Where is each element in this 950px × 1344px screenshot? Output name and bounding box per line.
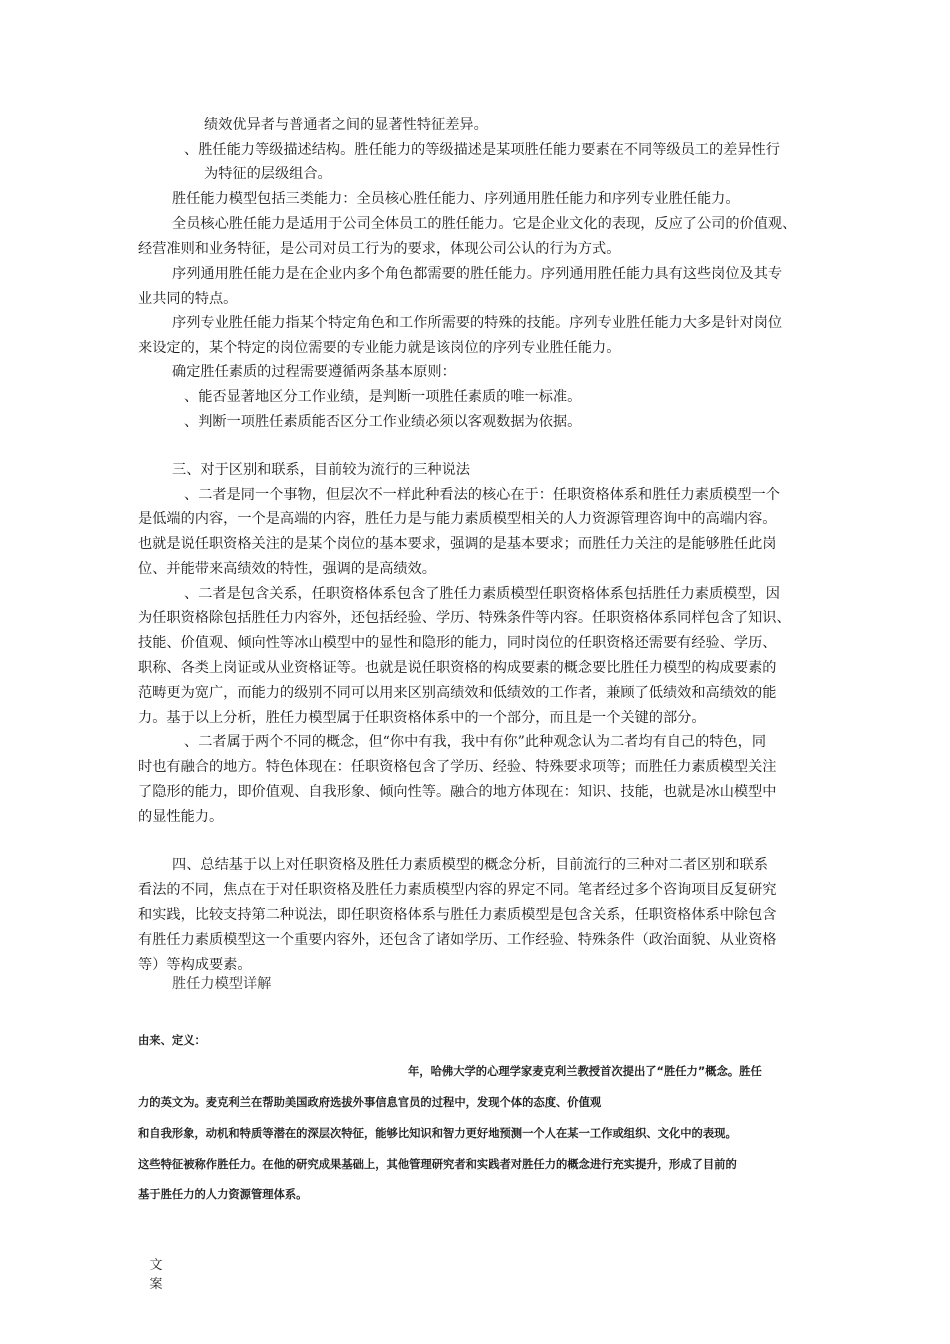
footer-label [148, 1256, 164, 1294]
body-line: 和实践，比较支持第二种说法，即任职资格体系与胜任力素质模型是包含关系，任职资格体系中除包含 [138, 907, 777, 923]
small-line: 年，哈佛大学的心理学家麦克利兰教授首次提出了“胜任力”概念。胜任 [408, 1065, 762, 1078]
body-line: 、胜任能力等级描述结构。胜任能力的等级描述是某项胜任能力要素在不同等级员工的差异性行 [184, 142, 780, 158]
body-line: 序列通用胜任能力是在企业内多个角色都需要的胜任能力。序列通用胜任能力具有这些岗位及其专 [172, 266, 783, 282]
footer-char: 案 [149, 1277, 163, 1292]
body-line: 等）等构成要素。 [138, 957, 252, 973]
body-line: 是低端的内容，一个是高端的内容，胜任力是与能力素质模型相关的人力资源管理咨询中的高端内容。 [138, 511, 777, 527]
body-line: 、二者是包含关系，任职资格体系包含了胜任力素质模型任职资格体系包括胜任力素质模型，因 [184, 586, 780, 602]
body-line: 、二者属于两个不同的概念，但“你中有我，我中有你”此种观念认为二者均有自己的特色，同 [184, 734, 767, 750]
body-line: 绩效优异者与普通者之间的显著性特征差异。 [204, 117, 488, 133]
body-line: 为特征的层级组合。 [204, 166, 332, 182]
body-line: 技能、价值观、倾向性等冰山模型中的显性和隐形的能力，同时岗位的任职资格还需要有经验、学历、 [138, 635, 777, 651]
body-line: 的显性能力。 [138, 809, 224, 825]
body-line: 位、并能带来高绩效的特性，强调的是高绩效。 [138, 561, 436, 577]
body-line: 确定胜任素质的过程需要遵循两条基本原则： [172, 364, 456, 380]
footer-char: 文 [149, 1258, 163, 1273]
body-line: 经营准则和业务特征，是公司对员工行为的要求，体现公司公认的行为方式。 [138, 241, 621, 257]
small-line: 基于胜任力的人力资源管理体系。 [138, 1188, 308, 1201]
small-line: 由来、定义： [138, 1034, 206, 1047]
body-line: 、二者是同一个事物，但层次不一样此种看法的核心在于：任职资格体系和胜任力素质模型一个 [184, 487, 780, 503]
section-heading: 三、对于区别和联系，目前较为流行的三种说法 [172, 462, 470, 478]
body-line: 来设定的，某个特定的岗位需要的专业能力就是该岗位的序列专业胜任能力。 [138, 340, 621, 356]
body-line: 为任职资格除包括胜任力内容外，还包括经验、学历、特殊条件等内容。任职资格体系同样包含了知识、 [138, 610, 791, 626]
body-line: 、能否显著地区分工作业绩，是判断一项胜任素质的唯一标准。 [184, 389, 582, 405]
section-heading: 四、总结基于以上对任职资格及胜任力素质模型的概念分析，目前流行的三种对二者区别和联系 [172, 857, 768, 873]
body-line: 业共同的特点。 [138, 291, 238, 307]
small-line: 和自我形象，动机和特质等潜在的深层次特征，能够比知识和智力更好地预测一个人在某一工作或组织、文化中的表现。 [138, 1127, 737, 1140]
body-line: 胜任能力模型包括三类能力：全员核心胜任能力、序列通用胜任能力和序列专业胜任能力。 [172, 191, 740, 207]
body-line: 序列专业胜任能力指某个特定角色和工作所需要的特殊的技能。序列专业胜任能力大多是针对岗位 [172, 315, 783, 331]
body-line: 力。基于以上分析，胜任力模型属于任职资格体系中的一个部分，而且是一个关键的部分。 [138, 710, 706, 726]
body-line: 也就是说任职资格关注的是某个岗位的基本要求，强调的是基本要求；而胜任力关注的是能够胜任此岗 [138, 536, 777, 552]
body-line: 了隐形的能力，即价值观、自我形象、倾向性等。融合的地方体现在：知识、技能，也就是冰山模型中 [138, 784, 777, 800]
body-line: 、判断一项胜任素质能否区分工作业绩必须以客观数据为依据。 [184, 414, 582, 430]
small-line: 这些特征被称作胜任力。在他的研究成果基础上，其他管理研究者和实践者对胜任力的概念进行充实提升，形成了目前的 [138, 1158, 737, 1171]
body-line: 有胜任力素质模型这一个重要内容外，还包含了诸如学历、工作经验、特殊条件（政治面貌、从业资格 [138, 932, 777, 948]
small-line: 力的英文为。麦克利兰在帮助美国政府选拔外事信息官员的过程中，发现个体的态度、价值观 [138, 1096, 602, 1109]
body-line: 看法的不同，焦点在于对任职资格及胜任力素质模型内容的界定不同。笔者经过多个咨询项目反复研究 [138, 882, 777, 898]
body-line: 全员核心胜任能力是适用于公司全体员工的胜任能力。它是企业文化的表现，反应了公司的价值观、 [172, 216, 797, 232]
body-line: 范畴更为宽广，而能力的级别不同可以用来区别高绩效和低绩效的工作者，兼顾了低绩效和高绩效的能 [138, 685, 777, 701]
subsection-title: 胜任力模型详解 [172, 976, 272, 992]
body-line: 职称、各类上岗证或从业资格证等。也就是说任职资格的构成要素的概念要比胜任力模型的构成要素的 [138, 660, 777, 676]
body-line: 时也有融合的地方。特色体现在：任职资格包含了学历、经验、特殊要求项等；而胜任力素质模型关注 [138, 759, 777, 775]
